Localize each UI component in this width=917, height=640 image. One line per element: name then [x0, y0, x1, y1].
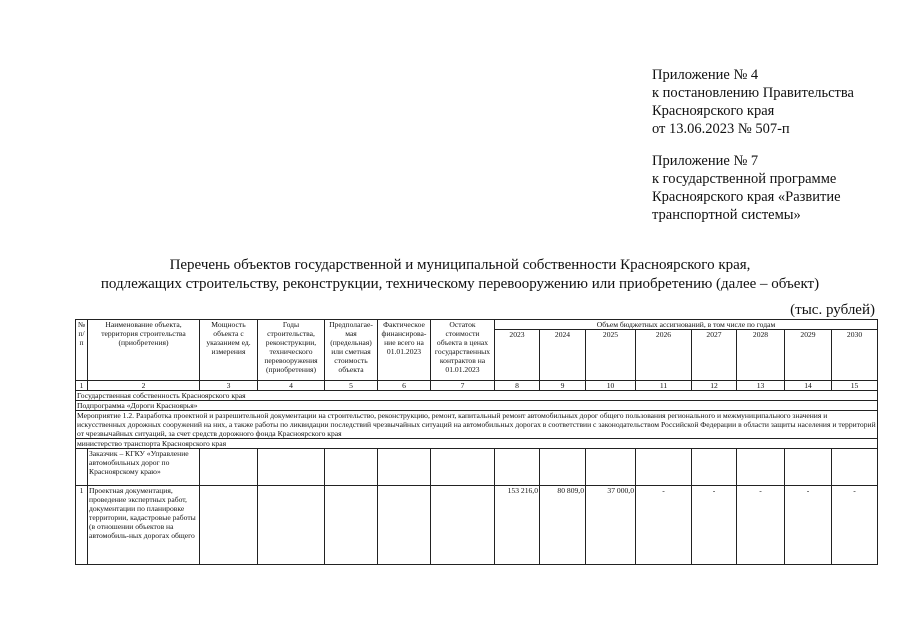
column-number: 11	[636, 381, 692, 391]
objects-table	[75, 319, 878, 565]
appendix-7-line: транспортной системы»	[652, 207, 801, 223]
header-budget: Объем бюджетных ассигнований, в том числе по годам	[495, 320, 878, 330]
header-year: 2030	[832, 330, 878, 381]
column-number: 13	[737, 381, 785, 391]
column-number: 8	[495, 381, 540, 391]
section-ownership: Государственная собственность Красноярского края	[76, 391, 878, 401]
column-number-row	[76, 381, 878, 391]
appendix-7-line: Красноярского края «Развитие	[652, 189, 841, 205]
section-row	[76, 439, 878, 449]
column-number: 5	[325, 381, 378, 391]
appendix-4-header	[652, 66, 854, 138]
item-value-2029: -	[785, 486, 832, 565]
section-row	[76, 391, 878, 401]
column-number: 4	[258, 381, 325, 391]
units-label: (тыс. рублей)	[790, 302, 875, 318]
item-value-2023: 153 216,0	[495, 486, 540, 565]
header-years: Годы строительства, реконструкции, технического перевооружения (приобретения)	[258, 320, 325, 381]
header-year: 2028	[737, 330, 785, 381]
item-value-2028: -	[737, 486, 785, 565]
section-row	[76, 411, 878, 439]
item-value-2027: -	[692, 486, 737, 565]
item-value-2026: -	[636, 486, 692, 565]
customer-name: Заказчик – КГКУ «Управление автомобильных дорог по Красноярскому краю»	[88, 449, 200, 486]
table-row	[76, 486, 878, 565]
appendix-4-line: Приложение № 4	[652, 67, 759, 83]
column-number: 6	[378, 381, 431, 391]
column-number: 14	[785, 381, 832, 391]
item-value-2024: 80 809,0	[540, 486, 586, 565]
appendix-7-line: к государственной программе	[652, 171, 837, 187]
header-year: 2025	[586, 330, 636, 381]
section-row	[76, 401, 878, 411]
column-number: 2	[88, 381, 200, 391]
header-name: Наименование объекта, территория строительства (приобретения)	[88, 320, 200, 381]
appendix-4-line: от 13.06.2023 № 507-п	[652, 121, 790, 137]
document-title-line-2: подлежащих строительству, реконструкции, техническому перевооружению или приобретению (далее – объект)	[100, 276, 820, 292]
appendix-4-line: Красноярского края	[652, 103, 775, 119]
item-num: 1	[76, 486, 88, 565]
item-value-2030: -	[832, 486, 878, 565]
column-number: 12	[692, 381, 737, 391]
column-number: 9	[540, 381, 586, 391]
header-actual: Фактическое финансирова-ние всего на 01.01.2023	[378, 320, 431, 381]
appendix-4-line: к постановлению Правительства	[652, 85, 854, 101]
appendix-7-line: Приложение № 7	[652, 153, 759, 169]
header-year: 2029	[785, 330, 832, 381]
table-row	[76, 449, 878, 486]
header-row	[76, 320, 878, 330]
header-year: 2026	[636, 330, 692, 381]
column-number: 7	[431, 381, 495, 391]
column-number: 10	[586, 381, 636, 391]
column-number: 3	[200, 381, 258, 391]
header-year: 2023	[495, 330, 540, 381]
item-name: Проектная документация, проведение экспертных работ, документации по планировке территории, кадастровые работы (в отношении объектов на автомобиль-ных дорогах общего	[88, 486, 200, 565]
appendix-7-header	[652, 152, 841, 224]
header-capacity: Мощность объекта с указанием ед. измерения	[200, 320, 258, 381]
column-number: 15	[832, 381, 878, 391]
section-subprogram: Подпрограмма «Дороги Красноярья»	[76, 401, 878, 411]
section-measure: Мероприятие 1.2. Разработка проектной и разрешительной документации на строительство, реконструкцию, ремонт, капитальный ремонт автомобильных дорог общего пользования регионального и межмуниципального значения и искусственных дорожных сооружений на них, а также работы по ликвидации последствий чрезвычайных ситуаций на автомобильных дорогах в соответствии с законодательством Российской Федерации в области защиты населения и территорий от чрезвычайных ситуаций, за счет средств дорожного фонда Красноярского края	[77, 411, 876, 438]
header-year: 2024	[540, 330, 586, 381]
item-value-2025: 37 000,0	[586, 486, 636, 565]
header-estimate: Предполагае-мая (предельная) или сметная стоимость объекта	[325, 320, 378, 381]
section-ministry: министерство транспорта Красноярского края	[76, 439, 878, 449]
header-remaining: Остаток стоимости объекта в ценах государственных контрактов на 01.01.2023	[431, 320, 495, 381]
header-num: № п/п	[76, 320, 88, 381]
header-year: 2027	[692, 330, 737, 381]
document-title-line-1: Перечень объектов государственной и муниципальной собственности Красноярского края,	[169, 257, 751, 273]
column-number: 1	[76, 381, 88, 391]
